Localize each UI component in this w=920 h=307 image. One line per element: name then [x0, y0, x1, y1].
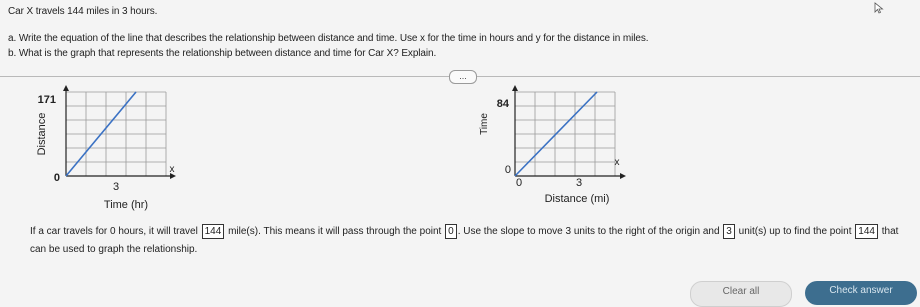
answer-box-point[interactable]: 0 [445, 224, 457, 239]
explanation-text-5: that can be used to graph the relationship. [30, 226, 899, 255]
answer-box-miles[interactable]: 144 [202, 224, 225, 239]
graph-left-origin: 0 [53, 172, 60, 184]
graph-left-x-tick: 3 [112, 181, 120, 193]
graph-option-right[interactable] [475, 84, 645, 214]
graph-right-x-var: x [614, 157, 620, 168]
problem-intro: Car X travels 144 miles in 3 hours. [8, 6, 158, 17]
explanation-text-4: unit(s) up to find the point [738, 226, 852, 237]
answer-box-units-up[interactable]: 3 [723, 224, 735, 239]
graph-right-y-title: Time [479, 113, 490, 135]
explanation-text-3: . Use the slope to move 3 units to the right of the origin and [457, 226, 720, 237]
explanation-text [30, 223, 910, 259]
mouse-cursor-icon [874, 2, 884, 14]
graph-left-y-top: 171 [37, 94, 56, 106]
graph-option-left[interactable] [30, 84, 200, 214]
graph-right-y-top: 84 [496, 98, 509, 110]
graph-left-plot [30, 84, 200, 214]
graph-right-origin-y: 0 [504, 164, 511, 176]
problem-part-b: b. What is the graph that represents the relationship between distance and time for Car X? Explain. [8, 48, 437, 59]
graph-right-x-tick: 3 [575, 177, 583, 189]
graph-left-x-title: Time (hr) [103, 199, 149, 211]
answer-box-point-2[interactable]: 144 [855, 224, 878, 239]
explanation-text-1: If a car travels for 0 hours, it will travel [30, 226, 198, 237]
graph-left-y-title: Distance [36, 112, 48, 156]
problem-part-a: a. Write the equation of the line that describes the relationship between distance and time. Use x for the time in hours and y for the distance in miles. [8, 33, 649, 44]
graph-right-origin-x: 0 [515, 177, 523, 189]
graph-left-x-var: x [169, 164, 175, 175]
more-button[interactable]: ... [449, 70, 477, 84]
problem-text [8, 4, 648, 61]
check-answer-button[interactable]: Check answer [805, 281, 917, 305]
graph-right-plot [475, 84, 645, 214]
graph-right-x-title: Distance (mi) [544, 193, 610, 205]
clear-all-button[interactable]: Clear all [690, 281, 792, 307]
explanation-text-2: mile(s). This means it will pass through the point [228, 226, 442, 237]
